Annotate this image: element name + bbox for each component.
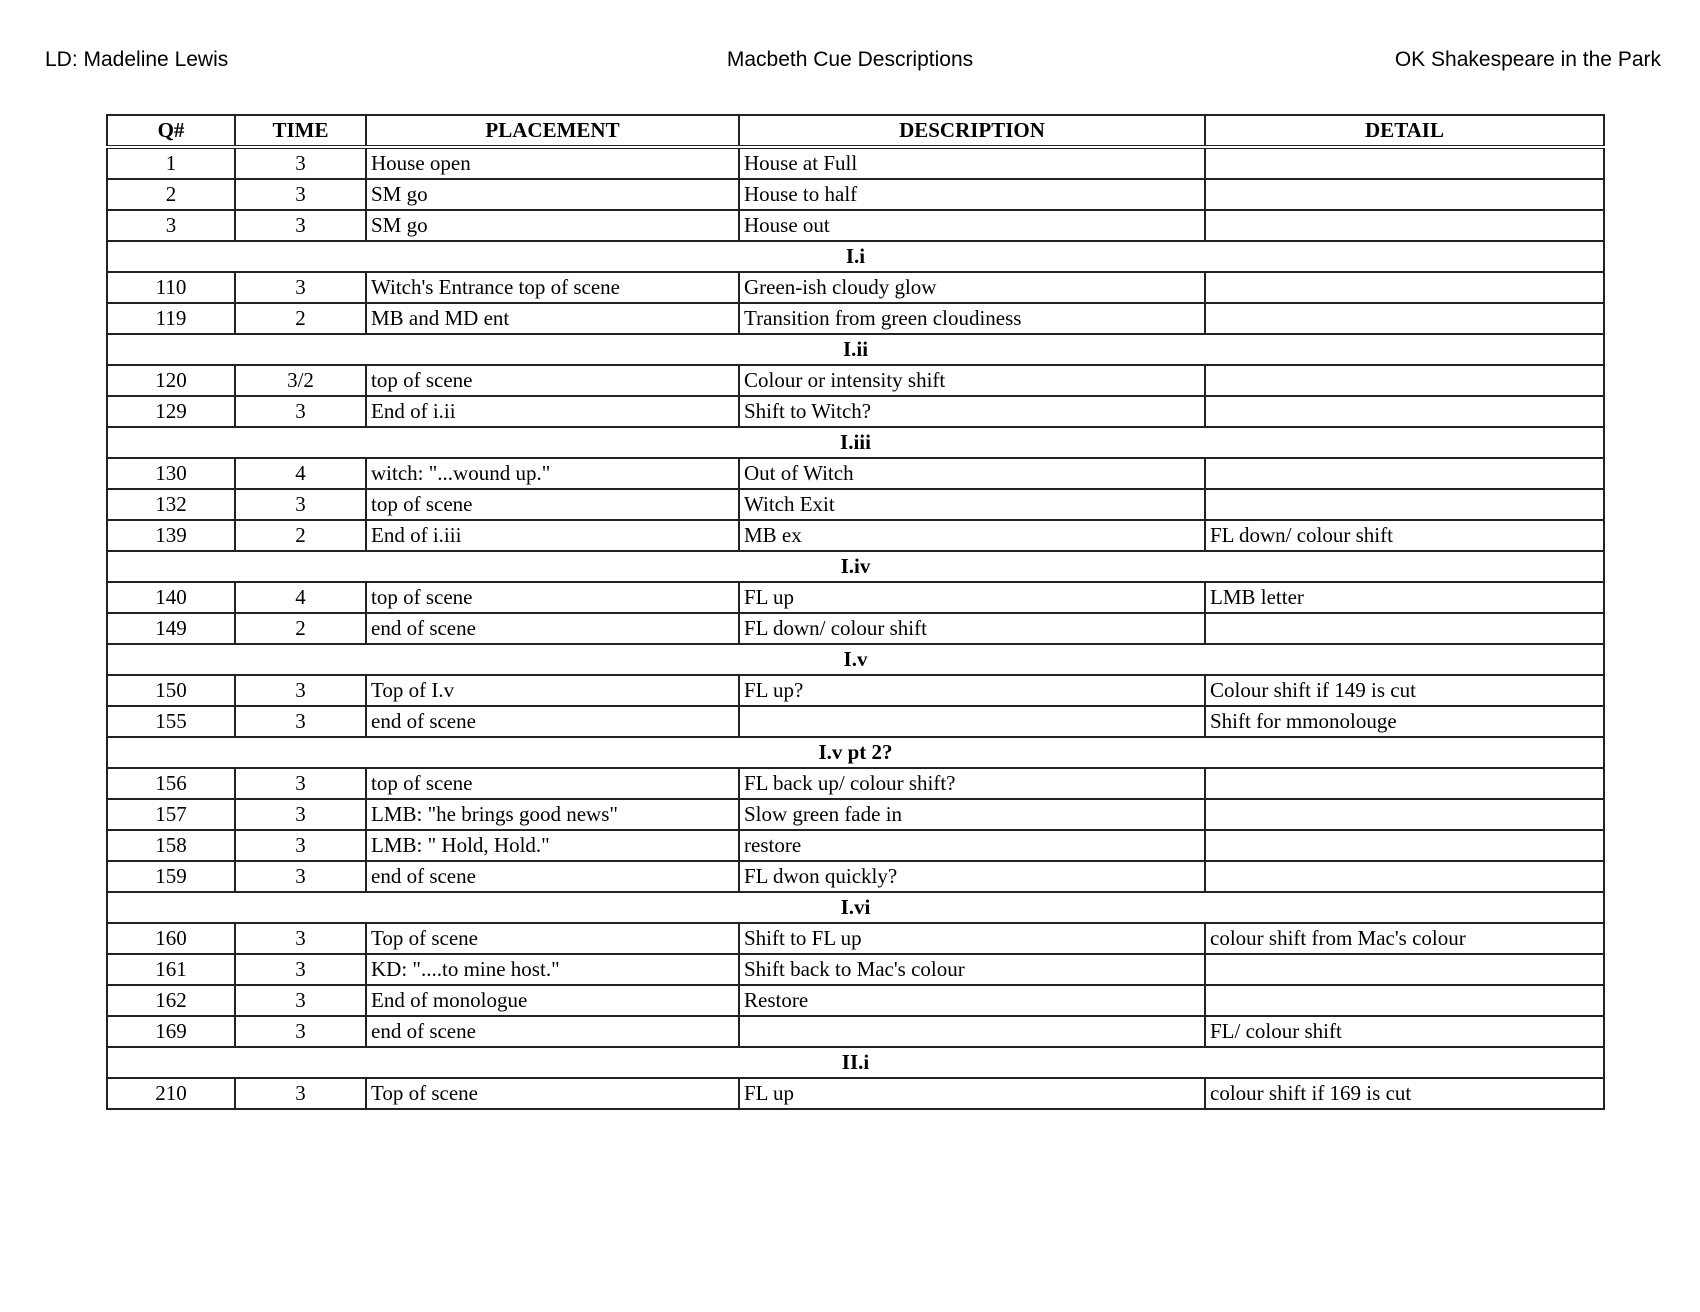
cue-description-cell xyxy=(739,706,1205,737)
cue-detail-cell xyxy=(1205,458,1604,489)
cue-placement-cell: top of scene xyxy=(366,768,739,799)
cue-table-body xyxy=(107,147,1604,1109)
cue-placement-cell: Top of scene xyxy=(366,1078,739,1109)
cue-number-cell: 110 xyxy=(107,272,235,303)
cue-row xyxy=(107,861,1604,892)
cue-detail-cell: Shift for mmonolouge xyxy=(1205,706,1604,737)
cue-detail-cell xyxy=(1205,799,1604,830)
cue-description-cell: Shift back to Mac's colour xyxy=(739,954,1205,985)
cue-detail-cell xyxy=(1205,303,1604,334)
scene-label: I.ii xyxy=(107,334,1604,365)
cue-description-cell: FL up xyxy=(739,582,1205,613)
cue-detail-cell xyxy=(1205,396,1604,427)
cue-time-cell: 3 xyxy=(235,954,366,985)
cue-description-cell: Shift to FL up xyxy=(739,923,1205,954)
cue-number-cell: 158 xyxy=(107,830,235,861)
cue-number-cell: 150 xyxy=(107,675,235,706)
scene-divider-row xyxy=(107,644,1604,675)
cue-description-cell: Colour or intensity shift xyxy=(739,365,1205,396)
cue-placement-cell: LMB: " Hold, Hold." xyxy=(366,830,739,861)
cue-number-cell: 140 xyxy=(107,582,235,613)
cue-detail-cell: colour shift if 169 is cut xyxy=(1205,1078,1604,1109)
cue-time-cell: 3/2 xyxy=(235,365,366,396)
cue-detail-cell xyxy=(1205,768,1604,799)
page-header xyxy=(0,48,1700,78)
cue-description-cell: FL dwon quickly? xyxy=(739,861,1205,892)
cue-description-cell: FL back up/ colour shift? xyxy=(739,768,1205,799)
cue-time-cell: 3 xyxy=(235,179,366,210)
scene-label: I.iii xyxy=(107,427,1604,458)
cue-placement-cell: top of scene xyxy=(366,365,739,396)
cue-row xyxy=(107,799,1604,830)
cue-detail-cell: Colour shift if 149 is cut xyxy=(1205,675,1604,706)
organization-label: OK Shakespeare in the Park xyxy=(1394,48,1661,71)
cue-row xyxy=(107,954,1604,985)
cue-time-cell: 3 xyxy=(235,799,366,830)
column-header-description: DESCRIPTION xyxy=(739,115,1205,147)
cue-time-cell: 3 xyxy=(235,768,366,799)
cue-time-cell: 3 xyxy=(235,1016,366,1047)
cue-description-cell: Slow green fade in xyxy=(739,799,1205,830)
cue-number-cell: 161 xyxy=(107,954,235,985)
cue-row xyxy=(107,830,1604,861)
cue-detail-cell: colour shift from Mac's colour xyxy=(1205,923,1604,954)
cue-number-cell: 129 xyxy=(107,396,235,427)
cue-detail-cell: FL down/ colour shift xyxy=(1205,520,1604,551)
scene-divider-row xyxy=(107,892,1604,923)
cue-placement-cell: top of scene xyxy=(366,582,739,613)
table-header-row xyxy=(107,115,1604,147)
cue-number-cell: 119 xyxy=(107,303,235,334)
cue-description-cell: restore xyxy=(739,830,1205,861)
cue-time-cell: 3 xyxy=(235,706,366,737)
cue-description-cell: Shift to Witch? xyxy=(739,396,1205,427)
cue-row xyxy=(107,365,1604,396)
cue-placement-cell: end of scene xyxy=(366,706,739,737)
cue-row xyxy=(107,582,1604,613)
cue-number-cell: 149 xyxy=(107,613,235,644)
cue-row xyxy=(107,613,1604,644)
column-header-placement: PLACEMENT xyxy=(366,115,739,147)
scene-label: I.vi xyxy=(107,892,1604,923)
cue-placement-cell: end of scene xyxy=(366,861,739,892)
cue-time-cell: 3 xyxy=(235,210,366,241)
document-title: Macbeth Cue Descriptions xyxy=(726,48,974,71)
cue-row xyxy=(107,675,1604,706)
cue-time-cell: 4 xyxy=(235,458,366,489)
cue-number-cell: 155 xyxy=(107,706,235,737)
scene-divider-row xyxy=(107,241,1604,272)
cue-detail-cell xyxy=(1205,147,1604,179)
cue-description-cell xyxy=(739,1016,1205,1047)
scene-divider-row xyxy=(107,1047,1604,1078)
cue-placement-cell: Top of I.v xyxy=(366,675,739,706)
cue-placement-cell: SM go xyxy=(366,179,739,210)
cue-description-cell: Green-ish cloudy glow xyxy=(739,272,1205,303)
scene-label: II.i xyxy=(107,1047,1604,1078)
scene-label: I.iv xyxy=(107,551,1604,582)
cue-placement-cell: Top of scene xyxy=(366,923,739,954)
cue-number-cell: 1 xyxy=(107,147,235,179)
cue-number-cell: 156 xyxy=(107,768,235,799)
cue-number-cell: 2 xyxy=(107,179,235,210)
cue-description-cell: MB ex xyxy=(739,520,1205,551)
cue-detail-cell xyxy=(1205,613,1604,644)
cue-time-cell: 3 xyxy=(235,396,366,427)
cue-detail-cell: LMB letter xyxy=(1205,582,1604,613)
cue-row xyxy=(107,272,1604,303)
cue-placement-cell: witch: "...wound up." xyxy=(366,458,739,489)
cue-row xyxy=(107,706,1604,737)
cue-number-cell: 139 xyxy=(107,520,235,551)
cue-description-cell: Restore xyxy=(739,985,1205,1016)
cue-number-cell: 159 xyxy=(107,861,235,892)
cue-placement-cell: Witch's Entrance top of scene xyxy=(366,272,739,303)
cue-number-cell: 160 xyxy=(107,923,235,954)
cue-time-cell: 4 xyxy=(235,582,366,613)
cue-time-cell: 2 xyxy=(235,520,366,551)
scene-divider-row xyxy=(107,737,1604,768)
cue-placement-cell: SM go xyxy=(366,210,739,241)
cue-time-cell: 3 xyxy=(235,830,366,861)
cue-row xyxy=(107,923,1604,954)
scene-divider-row xyxy=(107,427,1604,458)
cue-number-cell: 162 xyxy=(107,985,235,1016)
cue-detail-cell: FL/ colour shift xyxy=(1205,1016,1604,1047)
scene-label: I.i xyxy=(107,241,1604,272)
cue-row xyxy=(107,1016,1604,1047)
cue-time-cell: 3 xyxy=(235,147,366,179)
column-header-q: Q# xyxy=(107,115,235,147)
cue-time-cell: 3 xyxy=(235,272,366,303)
cue-number-cell: 132 xyxy=(107,489,235,520)
cue-placement-cell: End of i.ii xyxy=(366,396,739,427)
cue-placement-cell: end of scene xyxy=(366,1016,739,1047)
cue-time-cell: 3 xyxy=(235,675,366,706)
cue-row xyxy=(107,458,1604,489)
cue-number-cell: 210 xyxy=(107,1078,235,1109)
cue-detail-cell xyxy=(1205,272,1604,303)
cue-time-cell: 2 xyxy=(235,303,366,334)
cue-time-cell: 3 xyxy=(235,489,366,520)
cue-number-cell: 157 xyxy=(107,799,235,830)
cue-placement-cell: KD: "....to mine host." xyxy=(366,954,739,985)
lighting-designer-label: LD: Madeline Lewis xyxy=(45,48,229,71)
column-header-time: TIME xyxy=(235,115,366,147)
cue-row xyxy=(107,489,1604,520)
cue-detail-cell xyxy=(1205,179,1604,210)
scene-label: I.v pt 2? xyxy=(107,737,1604,768)
cue-number-cell: 3 xyxy=(107,210,235,241)
cue-row xyxy=(107,303,1604,334)
scene-label: I.v xyxy=(107,644,1604,675)
cue-time-cell: 3 xyxy=(235,861,366,892)
cue-detail-cell xyxy=(1205,985,1604,1016)
cue-row xyxy=(107,985,1604,1016)
cue-time-cell: 3 xyxy=(235,1078,366,1109)
cue-description-cell: Witch Exit xyxy=(739,489,1205,520)
cue-row xyxy=(107,768,1604,799)
cue-placement-cell: LMB: "he brings good news" xyxy=(366,799,739,830)
cue-detail-cell xyxy=(1205,954,1604,985)
cue-placement-cell: MB and MD ent xyxy=(366,303,739,334)
cue-number-cell: 130 xyxy=(107,458,235,489)
cue-placement-cell: End of monologue xyxy=(366,985,739,1016)
cue-row xyxy=(107,1078,1604,1109)
cue-table xyxy=(106,114,1605,1110)
cue-row xyxy=(107,520,1604,551)
cue-description-cell: FL up xyxy=(739,1078,1205,1109)
cue-number-cell: 169 xyxy=(107,1016,235,1047)
cue-row xyxy=(107,179,1604,210)
cue-time-cell: 3 xyxy=(235,985,366,1016)
scene-divider-row xyxy=(107,551,1604,582)
cue-number-cell: 120 xyxy=(107,365,235,396)
cue-detail-cell xyxy=(1205,861,1604,892)
cue-placement-cell: End of i.iii xyxy=(366,520,739,551)
cue-detail-cell xyxy=(1205,210,1604,241)
cue-description-cell: FL up? xyxy=(739,675,1205,706)
cue-description-cell: FL down/ colour shift xyxy=(739,613,1205,644)
cue-detail-cell xyxy=(1205,365,1604,396)
cue-detail-cell xyxy=(1205,489,1604,520)
cue-time-cell: 2 xyxy=(235,613,366,644)
cue-description-cell: House out xyxy=(739,210,1205,241)
cue-placement-cell: top of scene xyxy=(366,489,739,520)
cue-placement-cell: end of scene xyxy=(366,613,739,644)
scene-divider-row xyxy=(107,334,1604,365)
cue-description-cell: House to half xyxy=(739,179,1205,210)
cue-row xyxy=(107,147,1604,179)
cue-time-cell: 3 xyxy=(235,923,366,954)
cue-detail-cell xyxy=(1205,830,1604,861)
cue-description-cell: Transition from green cloudiness xyxy=(739,303,1205,334)
cue-row xyxy=(107,396,1604,427)
cue-placement-cell: House open xyxy=(366,147,739,179)
cue-row xyxy=(107,210,1604,241)
column-header-detail: DETAIL xyxy=(1205,115,1604,147)
cue-description-cell: House at Full xyxy=(739,147,1205,179)
cue-description-cell: Out of Witch xyxy=(739,458,1205,489)
